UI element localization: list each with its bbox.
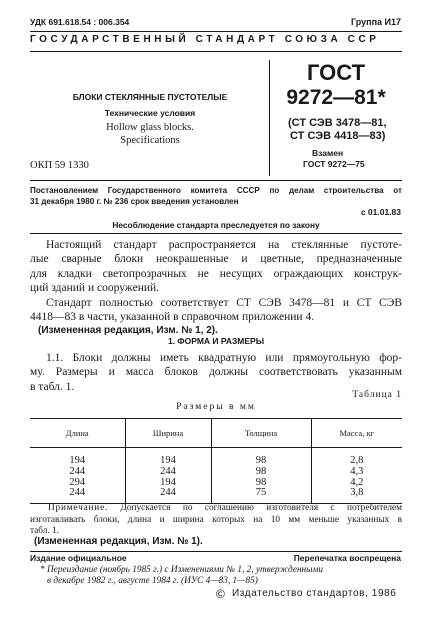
standard-subtitle: Технические условия bbox=[104, 108, 196, 118]
okp-code: ОКП 59 1330 bbox=[30, 160, 89, 171]
column-header-length: Длина bbox=[30, 419, 125, 448]
copyright-symbol: © bbox=[216, 587, 225, 601]
english-title-line1: Hollow glass blocks. bbox=[106, 122, 194, 133]
english-title-line2: Specifications bbox=[120, 135, 180, 146]
table-cell: 75 bbox=[211, 488, 311, 503]
table-cell: 244 bbox=[69, 465, 86, 477]
table-cell: 2,8 bbox=[311, 448, 402, 467]
law-warning: Несоблюдение стандарта преследуется по закону bbox=[112, 220, 320, 230]
note-line2: изготавливать блоки, длина и ширина которых на 10 мм меньше указанных в bbox=[30, 515, 402, 525]
table-cell: 244 bbox=[125, 467, 211, 478]
decree-line2: 31 декабря 1980 г. № 236 срок введения установлен bbox=[30, 197, 239, 206]
conformity-line: Стандарт полностью соответствует СТ СЭВ 3478—81 и СТ СЭВ bbox=[46, 297, 402, 309]
st-sev-line2: СТ СЭВ 4418—83) bbox=[290, 130, 386, 142]
table-row bbox=[30, 448, 402, 467]
column-header-width: Ширина bbox=[125, 419, 211, 448]
group-code: Группа И17 bbox=[350, 17, 401, 27]
intro-line: Настоящий стандарт распространяется на стеклянные пустоте- bbox=[46, 239, 402, 251]
table-caption: Размеры в мм bbox=[176, 402, 256, 412]
udk-code: УДК 691.618.54 : 006.354 bbox=[30, 17, 130, 27]
standard-title: БЛОКИ СТЕКЛЯННЫЕ ПУСТОТЕЛЫЕ bbox=[72, 92, 228, 102]
replaces-label: Взамен bbox=[312, 148, 344, 158]
table-cell: 4,3 bbox=[311, 467, 402, 478]
amendment-note-2: (Измененная редакция, Изм. № 1). bbox=[34, 536, 203, 547]
table-row bbox=[30, 478, 402, 489]
footer-rule bbox=[30, 551, 402, 552]
column-header-thickness: Толщина bbox=[211, 419, 311, 448]
table-cell: 244 bbox=[125, 488, 211, 503]
gost-number: 9272—81* bbox=[286, 86, 386, 109]
table-cell: 244 bbox=[30, 488, 125, 503]
st-sev-line1: (СТ СЭВ 3478—81, bbox=[288, 117, 387, 129]
table-cell: 98 bbox=[211, 467, 311, 478]
reprint-prohibited: Перепечатка воспрещена bbox=[293, 553, 401, 563]
table-row bbox=[30, 488, 402, 503]
table-cell: 194 bbox=[125, 448, 211, 467]
decree-rule-bottom bbox=[30, 233, 402, 234]
intro-line: лые сварные блоки неокрашенные и цветные, предназначенные bbox=[30, 253, 402, 266]
table-label: Таблица 1 bbox=[352, 390, 402, 400]
note-line1 bbox=[30, 503, 402, 513]
section1-paragraph bbox=[30, 351, 402, 394]
table-cell: 194 bbox=[125, 478, 211, 489]
table-cell: 98 bbox=[211, 448, 311, 467]
table-cell: 194 bbox=[69, 455, 86, 466]
conformity-paragraph bbox=[30, 296, 402, 325]
replaces-standard: ГОСТ 9272—75 bbox=[303, 159, 365, 169]
section1-line: 1.1. Блоки должны иметь квадратную или прямоугольную фор- bbox=[46, 352, 402, 364]
effective-date: с 01.01.83 bbox=[360, 207, 401, 217]
header-rule-top bbox=[30, 31, 402, 32]
column-header-mass: Масса, кг bbox=[311, 419, 402, 448]
intro-paragraph bbox=[30, 238, 402, 295]
decree-rule bbox=[30, 180, 402, 181]
intro-line: ций зданий и сооружений. bbox=[30, 281, 160, 294]
section1-line: в табл. 1. bbox=[30, 380, 75, 393]
table-cell: 294 bbox=[69, 476, 86, 488]
reissue-line1: * Переиздание (ноябрь 1985 г.) с Изменениями № 1, 2, утвержденными bbox=[40, 565, 324, 575]
table-header-row bbox=[30, 419, 402, 448]
official-edition: Издание официальное bbox=[30, 553, 127, 563]
section1-line: му. Размеры и масса блоков должны соответствовать указанным bbox=[30, 366, 402, 379]
note-text: Допускается по соглашению изготовителя с потребителем bbox=[120, 503, 402, 513]
reissue-line2: в декабре 1982 г., августе 1984 г. (ИУС 4—83, 1—85) bbox=[47, 576, 258, 586]
dimensions-table bbox=[30, 418, 402, 504]
amendment-note-1: (Измененная редакция, Изм. № 1, 2). bbox=[38, 325, 218, 336]
header-rule-bottom bbox=[30, 51, 402, 52]
table-cell: 3,8 bbox=[311, 488, 402, 503]
table-cell: 4,2 bbox=[311, 478, 402, 489]
table-cell: 98 bbox=[211, 478, 311, 489]
note-label: Примечание. bbox=[48, 503, 109, 513]
gost-label: ГОСТ bbox=[306, 60, 366, 85]
note-line3: табл. 1. bbox=[30, 526, 60, 536]
table-row bbox=[30, 467, 402, 478]
state-standard-banner: ГОСУДАРСТВЕННЫЙ СТАНДАРТ СОЮЗА ССР bbox=[30, 34, 380, 45]
decree-line1: Постановлением Государственного комитета СССР по делам строительства от bbox=[30, 186, 402, 195]
section-heading: 1. ФОРМА И РАЗМЕРЫ bbox=[167, 336, 265, 346]
conformity-line: 4418—83 в части, указанной в справочном приложении 4. bbox=[30, 311, 315, 324]
intro-line: для кладки светопрозрачных не несущих ограждающих конструк- bbox=[30, 267, 402, 280]
copyright-text: Издательство стандартов, 1986 bbox=[232, 588, 397, 599]
